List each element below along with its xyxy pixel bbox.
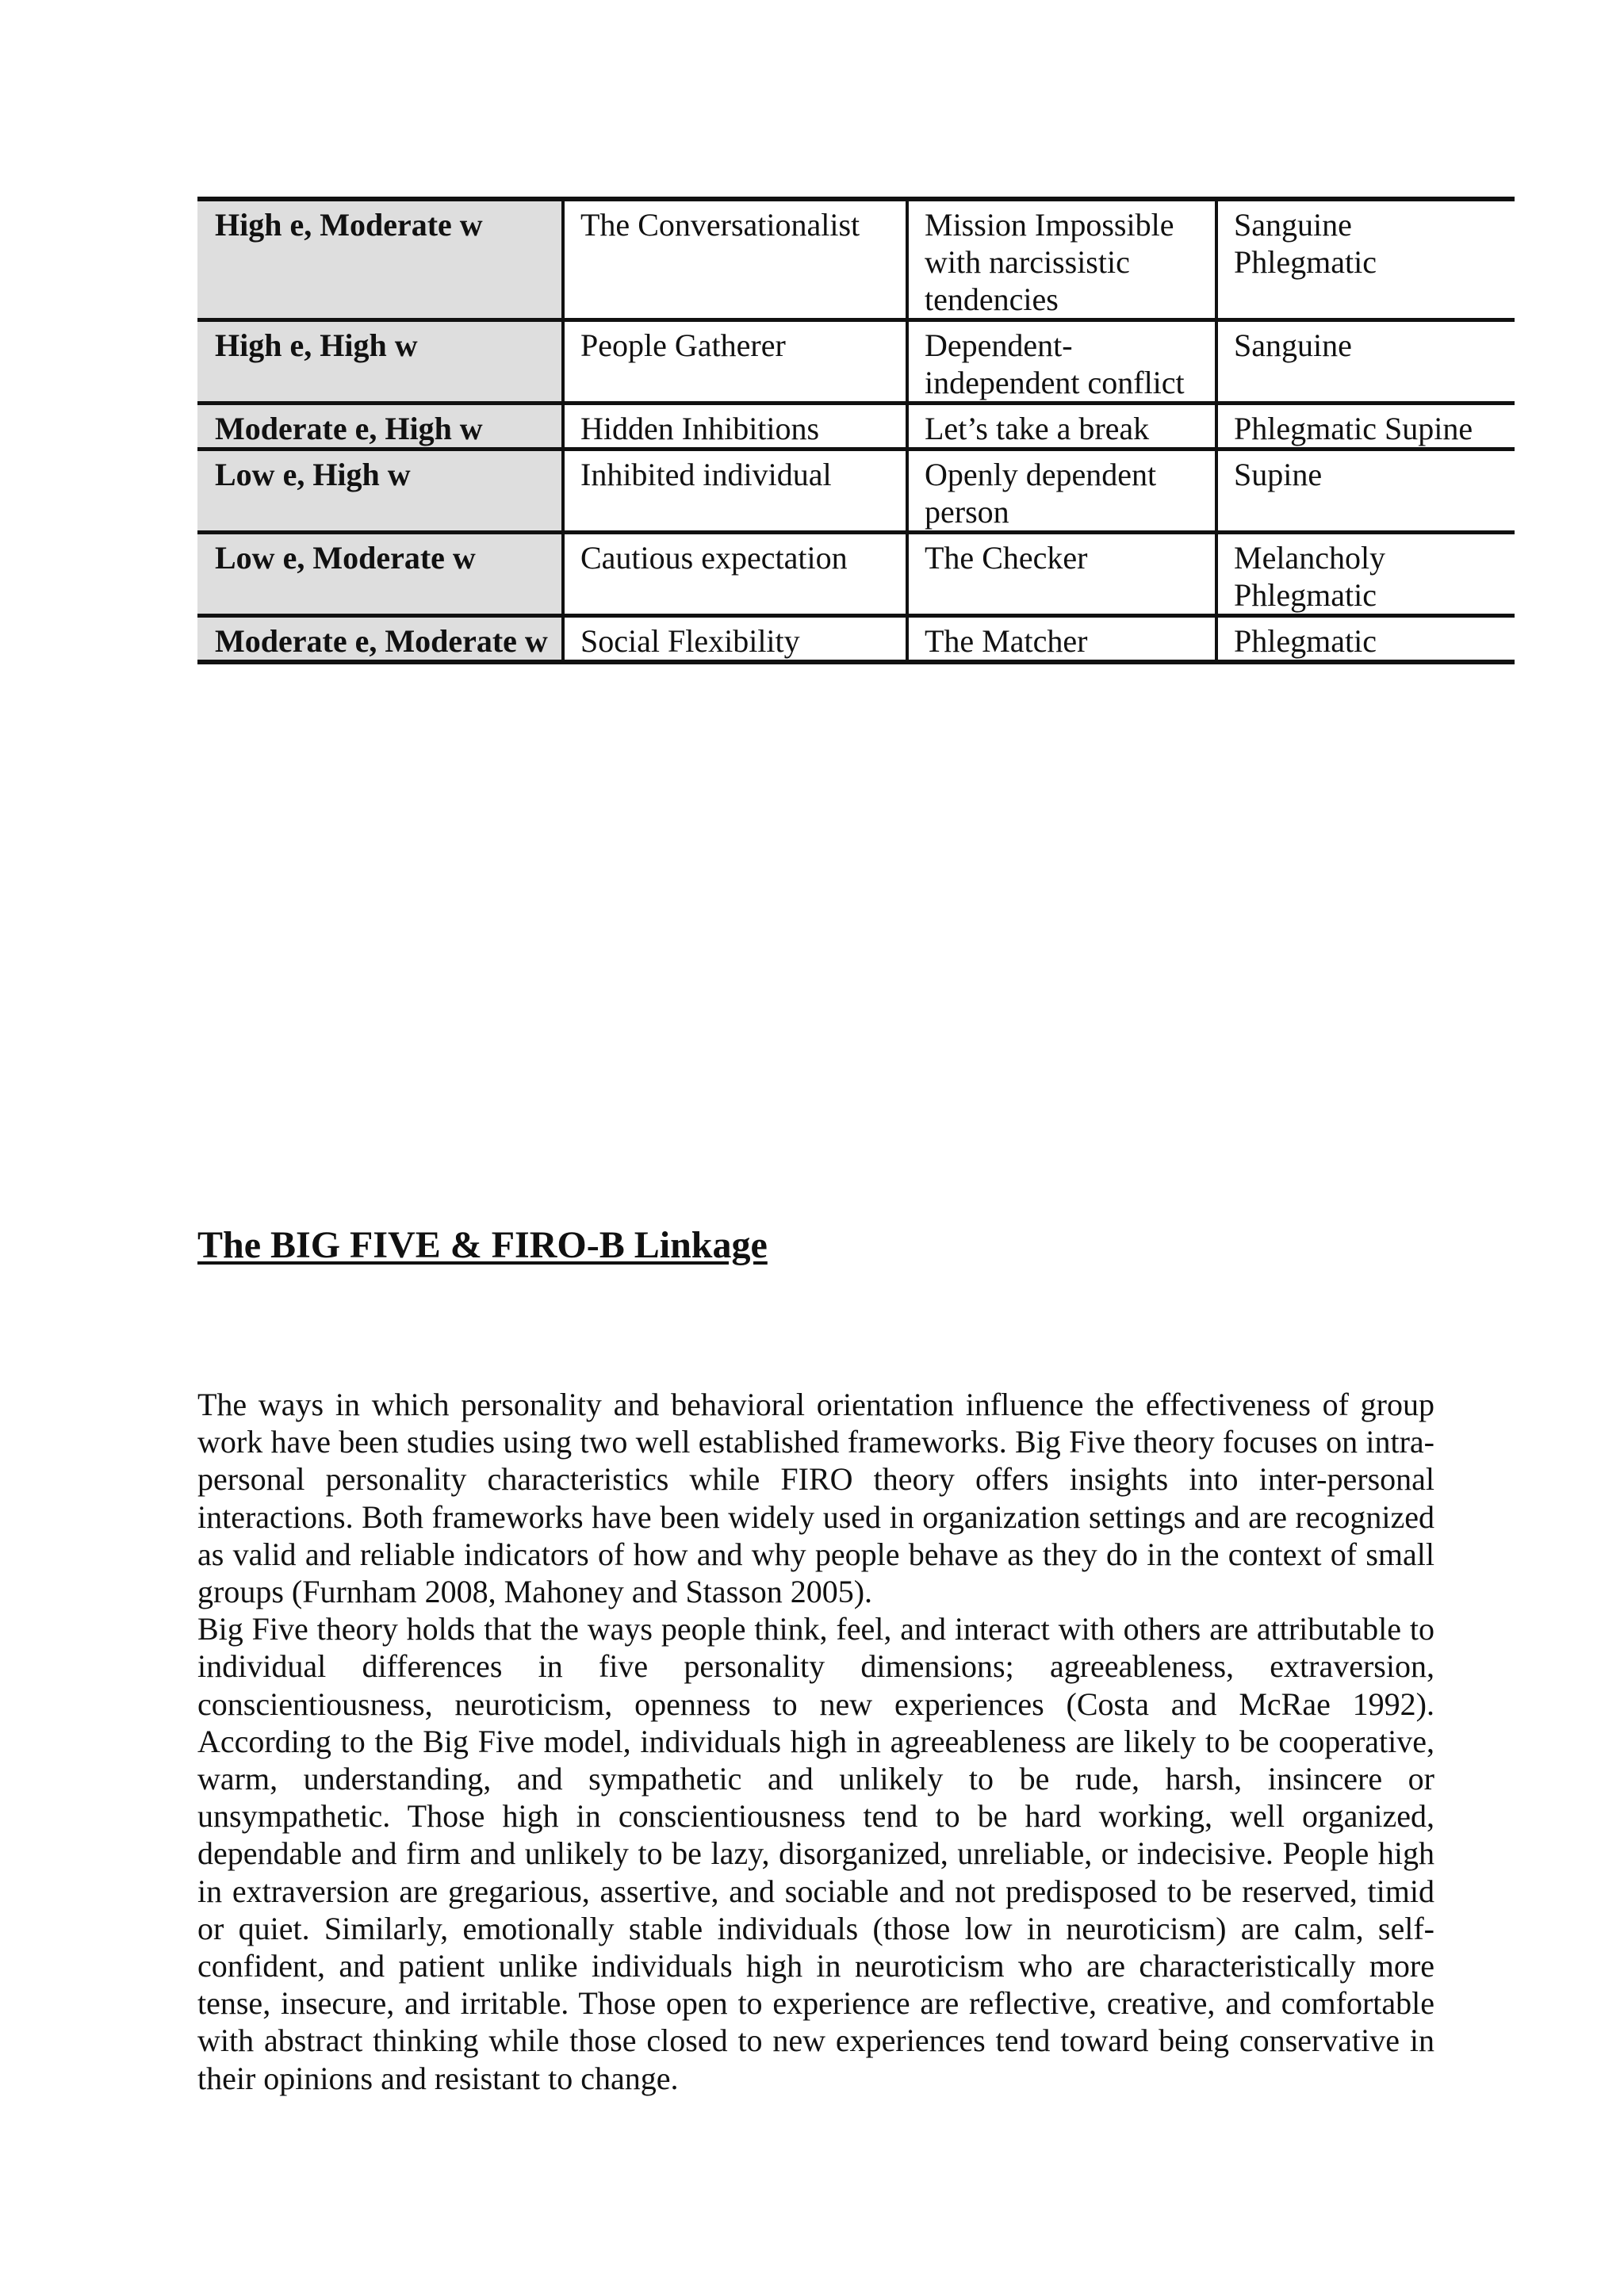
combination-cell: Low e, Moderate w xyxy=(197,533,563,616)
body-text xyxy=(197,1386,1434,2097)
temperament-cell: Sanguine Phlegmatic xyxy=(1216,199,1515,320)
label-cell: Inhibited individual xyxy=(563,450,907,533)
table-row xyxy=(197,404,1515,450)
combination-cell: Moderate e, High w xyxy=(197,404,563,450)
label-cell: The Conversationalist xyxy=(563,199,907,320)
label-cell: Social Flexibility xyxy=(563,616,907,663)
personality-table xyxy=(197,197,1515,664)
issue-cell: Dependent-independent conflict xyxy=(907,320,1216,404)
section-heading: The BIG FIVE & FIRO-B Linkage xyxy=(197,1224,768,1266)
issue-cell: Openly dependent person xyxy=(907,450,1216,533)
label-cell: People Gatherer xyxy=(563,320,907,404)
issue-cell: The Matcher xyxy=(907,616,1216,663)
combination-cell: High e, Moderate w xyxy=(197,199,563,320)
issue-cell: Mission Impossible with narcissistic tendencies xyxy=(907,199,1216,320)
temperament-cell: Phlegmatic Supine xyxy=(1216,404,1515,450)
table-row xyxy=(197,533,1515,616)
label-cell: Cautious expectation xyxy=(563,533,907,616)
paragraph: The ways in which personality and behavioral orientation influence the effectiveness of group work have been studies using two well established frameworks. Big Five theory focuses on intra-personal personality characteristics while FIRO theory offers insights into inter-personal interactions. Both frameworks have been widely used in organization settings and are recognized as valid and reliable indicators of how and why people behave as they do in the context of small groups (Furnham 2008, Mahoney and Stasson 2005). xyxy=(197,1387,1434,1610)
temperament-cell: Supine xyxy=(1216,450,1515,533)
table-row xyxy=(197,199,1515,320)
table-row xyxy=(197,616,1515,663)
combination-cell: High e, High w xyxy=(197,320,563,404)
table-row xyxy=(197,450,1515,533)
issue-cell: The Checker xyxy=(907,533,1216,616)
table-row xyxy=(197,320,1515,404)
combination-cell: Moderate e, Moderate w xyxy=(197,616,563,663)
temperament-cell: Sanguine xyxy=(1216,320,1515,404)
temperament-cell: Phlegmatic xyxy=(1216,616,1515,663)
combination-cell: Low e, High w xyxy=(197,450,563,533)
issue-cell: Let’s take a break xyxy=(907,404,1216,450)
label-cell: Hidden Inhibitions xyxy=(563,404,907,450)
temperament-cell: Melancholy Phlegmatic xyxy=(1216,533,1515,616)
paragraph: Big Five theory holds that the ways people think, feel, and interact with others are attributable to individual differences in five personality dimensions; agreeableness, extraversion, conscientiousness, neuroticism, openness to new experiences (Costa and McRae 1992). According to the Big Five model, individuals high in agreeableness are likely to be cooperative, warm, understanding, and sympathetic and unlikely to be rude, harsh, insincere or unsympathetic. Those high in conscientiousness tend to be hard working, well organized, dependable and firm and unlikely to be lazy, disorganized, unreliable, or indecisive. People high in extraversion are gregarious, assertive, and sociable and not predisposed to be reserved, timid or quiet. Similarly, emotionally stable individuals (those low in neuroticism) are calm, self-confident, and patient unlike individuals high in neuroticism who are characteristically more tense, insecure, and irritable. Those open to experience are reflective, creative, and comfortable with abstract thinking while those closed to new experiences tend toward being conservative in their opinions and resistant to change. xyxy=(197,1611,1434,2096)
